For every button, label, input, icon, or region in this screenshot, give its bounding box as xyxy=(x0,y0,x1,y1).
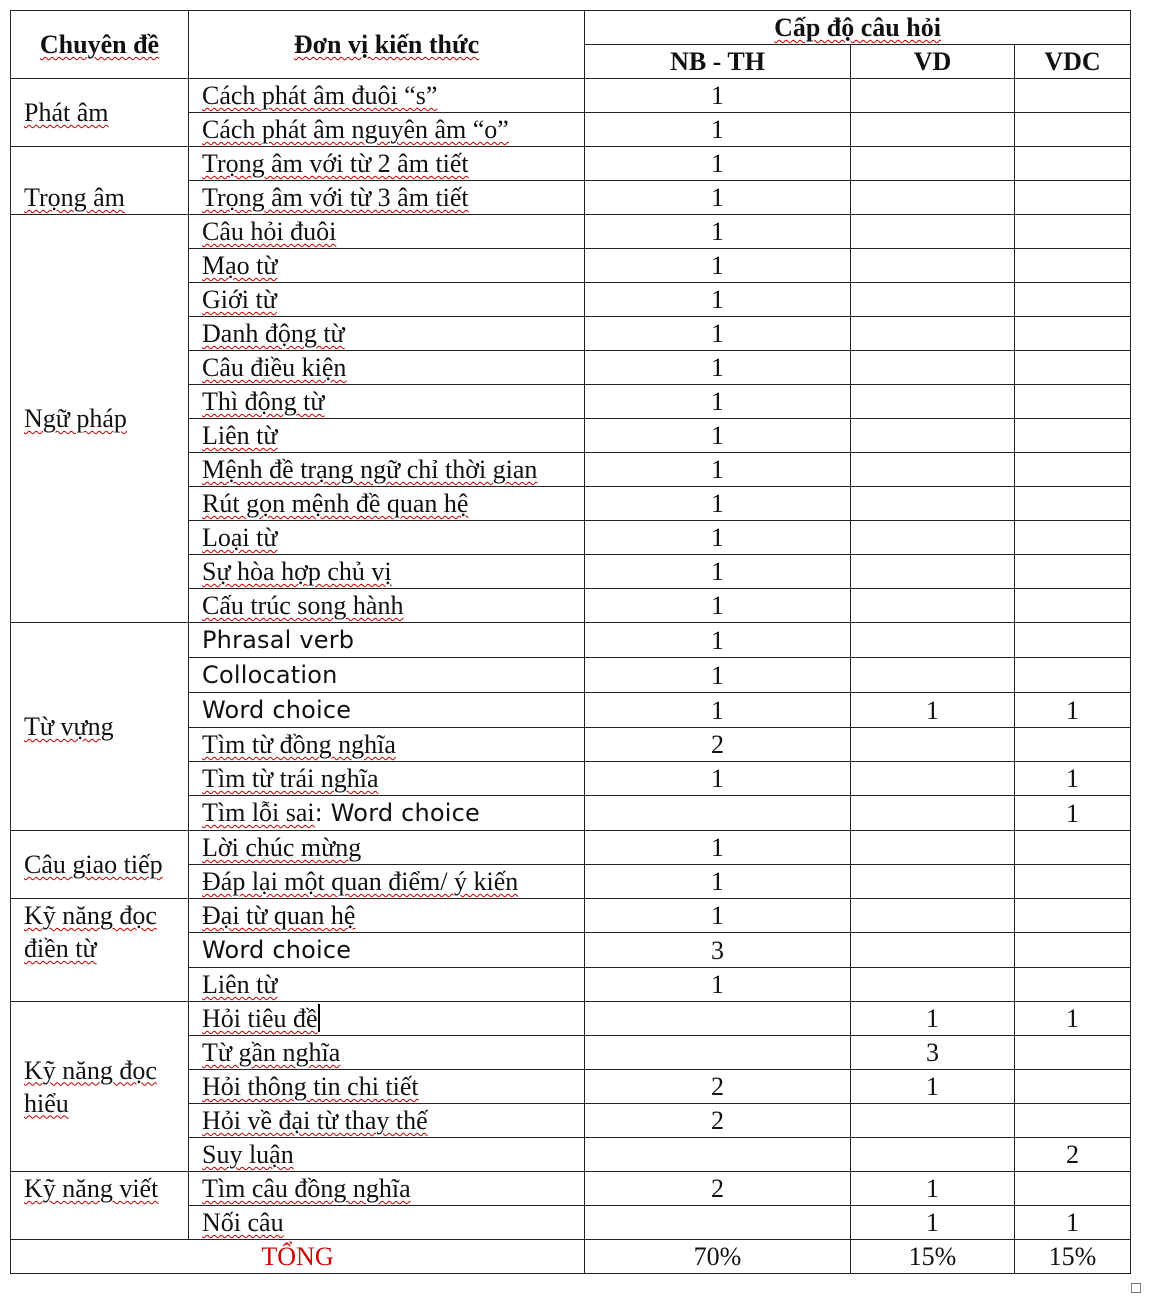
vd-cell xyxy=(851,453,1015,487)
vd-cell xyxy=(851,249,1015,283)
vdc-cell xyxy=(1015,865,1131,899)
nbth-cell: 1 xyxy=(585,968,851,1002)
unit-cell: Tìm từ đồng nghĩa xyxy=(189,728,585,762)
unit-cell: Hỏi về đại từ thay thế xyxy=(189,1104,585,1138)
nbth-cell: 2 xyxy=(585,1104,851,1138)
nbth-cell: 1 xyxy=(585,351,851,385)
vd-cell xyxy=(851,521,1015,555)
vd-cell xyxy=(851,79,1015,113)
unit-cell: Mệnh đề trạng ngữ chỉ thời gian xyxy=(189,453,585,487)
unit-cell: Hỏi thông tin chi tiết xyxy=(189,1070,585,1104)
unit-cell: Tìm từ trái nghĩa xyxy=(189,762,585,796)
vdc-cell xyxy=(1015,487,1131,521)
vd-cell xyxy=(851,555,1015,589)
table-row xyxy=(11,831,1131,865)
topic-cell: Ngữ pháp xyxy=(11,215,189,623)
unit-cell: Trọng âm với từ 3 âm tiết xyxy=(189,181,585,215)
unit-cell: Giới từ xyxy=(189,283,585,317)
header-vdc: VDC xyxy=(1015,45,1131,79)
vd-cell: 1 xyxy=(851,1172,1015,1206)
vdc-cell: 1 xyxy=(1015,1206,1131,1240)
nbth-cell: 2 xyxy=(585,1070,851,1104)
nbth-cell: 1 xyxy=(585,419,851,453)
vd-cell: 1 xyxy=(851,1070,1015,1104)
header-vd: VD xyxy=(851,45,1015,79)
vd-cell xyxy=(851,796,1015,831)
vdc-cell xyxy=(1015,79,1131,113)
vd-cell xyxy=(851,215,1015,249)
vd-cell xyxy=(851,658,1015,693)
vd-cell xyxy=(851,728,1015,762)
total-vd: 15% xyxy=(851,1240,1015,1274)
nbth-cell: 1 xyxy=(585,113,851,147)
nbth-cell: 1 xyxy=(585,623,851,658)
nbth-cell: 1 xyxy=(585,555,851,589)
vd-cell xyxy=(851,113,1015,147)
vd-cell xyxy=(851,181,1015,215)
unit-cell: Đáp lại một quan điểm/ ý kiến xyxy=(189,865,585,899)
unit-cell: Đại từ quan hệ xyxy=(189,899,585,933)
vd-cell xyxy=(851,831,1015,865)
vdc-cell: 1 xyxy=(1015,1002,1131,1036)
unit-cell: Word choice xyxy=(189,693,585,728)
vd-cell xyxy=(851,865,1015,899)
vdc-cell xyxy=(1015,658,1131,693)
unit-cell: Từ gần nghĩa xyxy=(189,1036,585,1070)
vdc-cell: 1 xyxy=(1015,693,1131,728)
nbth-cell: 1 xyxy=(585,487,851,521)
vdc-cell xyxy=(1015,623,1131,658)
nbth-cell: 1 xyxy=(585,899,851,933)
nbth-cell xyxy=(585,1002,851,1036)
unit-cell: Sự hòa hợp chủ vị xyxy=(189,555,585,589)
table-row xyxy=(11,147,1131,181)
vdc-cell xyxy=(1015,1036,1131,1070)
vd-cell xyxy=(851,419,1015,453)
vdc-cell: 2 xyxy=(1015,1138,1131,1172)
unit-cell: Tìm câu đồng nghĩa xyxy=(189,1172,585,1206)
table-row xyxy=(11,1002,1131,1036)
vdc-cell xyxy=(1015,968,1131,1002)
vd-cell xyxy=(851,487,1015,521)
nbth-cell: 2 xyxy=(585,1172,851,1206)
nbth-cell: 1 xyxy=(585,249,851,283)
vd-cell xyxy=(851,1138,1015,1172)
vd-cell xyxy=(851,385,1015,419)
vdc-cell xyxy=(1015,317,1131,351)
unit-cell: Tìm lỗi sai: Word choice xyxy=(189,796,585,831)
header-nbth: NB - TH xyxy=(585,45,851,79)
nbth-cell xyxy=(585,796,851,831)
topic-cell: Kỹ năng viết xyxy=(11,1172,189,1240)
vd-cell: 3 xyxy=(851,1036,1015,1070)
vdc-cell xyxy=(1015,419,1131,453)
topic-cell: Từ vựng xyxy=(11,623,189,831)
vdc-cell xyxy=(1015,831,1131,865)
nbth-cell xyxy=(585,1206,851,1240)
vdc-cell: 1 xyxy=(1015,762,1131,796)
topic-cell: Phát âm xyxy=(11,79,189,147)
unit-cell: Lời chúc mừng xyxy=(189,831,585,865)
text-cursor xyxy=(318,1004,320,1032)
total-nbth: 70% xyxy=(585,1240,851,1274)
table-row xyxy=(11,623,1131,658)
vdc-cell xyxy=(1015,589,1131,623)
header-row-top xyxy=(11,11,1131,45)
table-row xyxy=(11,215,1131,249)
vdc-cell xyxy=(1015,1104,1131,1138)
nbth-cell: 1 xyxy=(585,521,851,555)
table-row xyxy=(11,79,1131,113)
vd-cell xyxy=(851,899,1015,933)
vd-cell: 1 xyxy=(851,693,1015,728)
vd-cell xyxy=(851,317,1015,351)
nbth-cell: 1 xyxy=(585,693,851,728)
topic-cell: Kỹ năng đọc điền từ xyxy=(11,899,189,1002)
nbth-cell: 1 xyxy=(585,865,851,899)
unit-cell: Cấu trúc song hành xyxy=(189,589,585,623)
vdc-cell xyxy=(1015,249,1131,283)
vdc-cell xyxy=(1015,351,1131,385)
unit-cell: Word choice xyxy=(189,933,585,968)
vdc-cell xyxy=(1015,385,1131,419)
vd-cell xyxy=(851,1104,1015,1138)
vdc-cell xyxy=(1015,899,1131,933)
vdc-cell xyxy=(1015,283,1131,317)
total-row xyxy=(11,1240,1131,1274)
unit-cell: Suy luận xyxy=(189,1138,585,1172)
nbth-cell: 1 xyxy=(585,589,851,623)
unit-cell: Liên từ xyxy=(189,968,585,1002)
vd-cell xyxy=(851,283,1015,317)
vd-cell xyxy=(851,351,1015,385)
unit-cell: Mạo từ xyxy=(189,249,585,283)
nbth-cell xyxy=(585,1036,851,1070)
nbth-cell: 1 xyxy=(585,317,851,351)
vdc-cell xyxy=(1015,521,1131,555)
unit-cell: Trọng âm với từ 2 âm tiết xyxy=(189,147,585,181)
vdc-cell xyxy=(1015,555,1131,589)
nbth-cell: 1 xyxy=(585,385,851,419)
vd-cell xyxy=(851,147,1015,181)
total-label: TỔNG xyxy=(11,1240,585,1274)
vd-cell xyxy=(851,933,1015,968)
unit-cell: Phrasal verb xyxy=(189,623,585,658)
nbth-cell: 1 xyxy=(585,147,851,181)
table-resize-handle[interactable] xyxy=(1131,1283,1141,1293)
unit-cell: Cách phát âm đuôi “s” xyxy=(189,79,585,113)
nbth-cell: 1 xyxy=(585,762,851,796)
unit-cell: Liên từ xyxy=(189,419,585,453)
nbth-cell: 1 xyxy=(585,79,851,113)
vd-cell xyxy=(851,762,1015,796)
vdc-cell: 1 xyxy=(1015,796,1131,831)
vdc-cell xyxy=(1015,1172,1131,1206)
nbth-cell: 3 xyxy=(585,933,851,968)
topic-cell: Kỹ năng đọc hiểu xyxy=(11,1002,189,1172)
table-row xyxy=(11,1172,1131,1206)
unit-cell: Nối câu xyxy=(189,1206,585,1240)
vd-cell: 1 xyxy=(851,1002,1015,1036)
unit-cell: Loại từ xyxy=(189,521,585,555)
vdc-cell xyxy=(1015,453,1131,487)
vd-cell: 1 xyxy=(851,1206,1015,1240)
vd-cell xyxy=(851,623,1015,658)
table-row xyxy=(11,899,1131,933)
header-unit: Đơn vị kiến thức xyxy=(189,11,585,79)
topic-cell: Trọng âm xyxy=(11,147,189,215)
vdc-cell xyxy=(1015,113,1131,147)
unit-cell: Thì động từ xyxy=(189,385,585,419)
total-vdc: 15% xyxy=(1015,1240,1131,1274)
vdc-cell xyxy=(1015,933,1131,968)
nbth-cell: 1 xyxy=(585,453,851,487)
unit-cell: Câu hỏi đuôi xyxy=(189,215,585,249)
vdc-cell xyxy=(1015,147,1131,181)
nbth-cell: 1 xyxy=(585,181,851,215)
nbth-cell xyxy=(585,1138,851,1172)
nbth-cell: 2 xyxy=(585,728,851,762)
nbth-cell: 1 xyxy=(585,658,851,693)
vdc-cell xyxy=(1015,728,1131,762)
knowledge-matrix-table xyxy=(10,10,1131,1274)
unit-cell: Rút gọn mệnh đề quan hệ xyxy=(189,487,585,521)
topic-cell: Câu giao tiếp xyxy=(11,831,189,899)
unit-cell: Collocation xyxy=(189,658,585,693)
nbth-cell: 1 xyxy=(585,831,851,865)
unit-cell: Câu điều kiện xyxy=(189,351,585,385)
vd-cell xyxy=(851,589,1015,623)
unit-cell: Cách phát âm nguyên âm “o” xyxy=(189,113,585,147)
vdc-cell xyxy=(1015,181,1131,215)
header-topic: Chuyên đề xyxy=(11,11,189,79)
vdc-cell xyxy=(1015,1070,1131,1104)
vdc-cell xyxy=(1015,215,1131,249)
unit-cell: Danh động từ xyxy=(189,317,585,351)
nbth-cell: 1 xyxy=(585,215,851,249)
nbth-cell: 1 xyxy=(585,283,851,317)
vd-cell xyxy=(851,968,1015,1002)
header-level: Cấp độ câu hỏi xyxy=(585,11,1131,45)
unit-cell[interactable]: Hỏi tiêu đề xyxy=(189,1002,585,1036)
